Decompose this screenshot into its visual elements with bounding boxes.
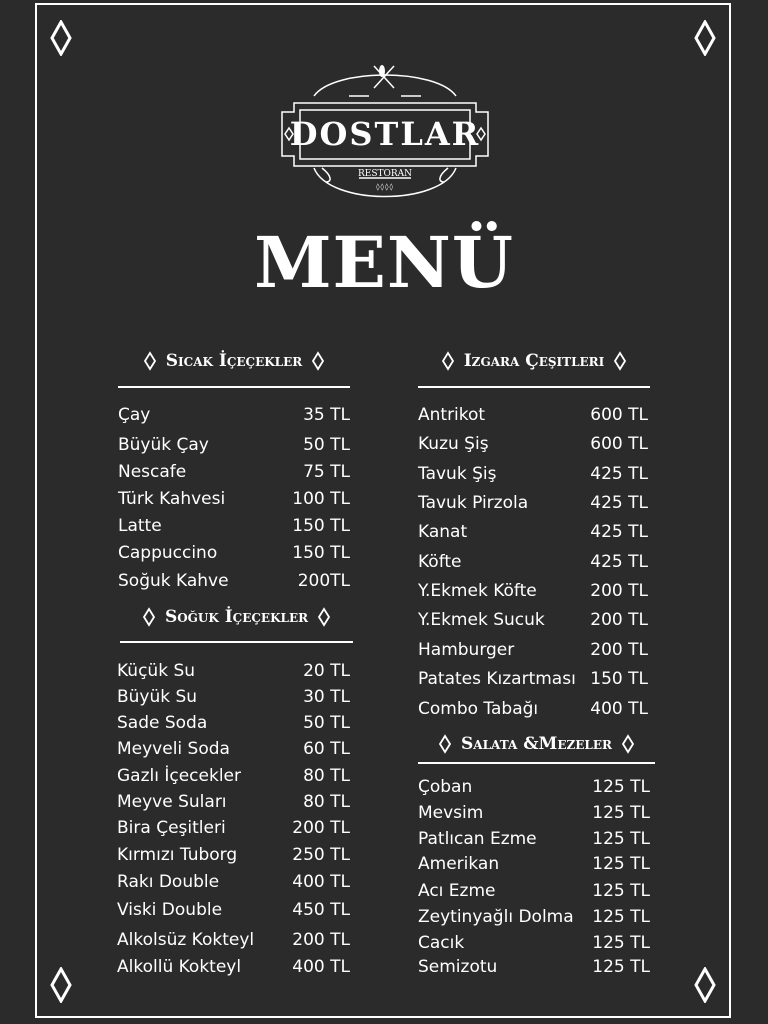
item-price: 200 TL	[292, 930, 350, 950]
diamond-icon	[614, 351, 626, 371]
item-name: Latte	[118, 516, 162, 536]
item-price: 80 TL	[303, 766, 350, 786]
item-name: Küçük Su	[117, 661, 196, 681]
item-name: Çoban	[418, 777, 473, 797]
item-price: 425 TL	[590, 493, 648, 513]
menu-item	[117, 928, 350, 952]
item-name: Nescafe	[118, 462, 187, 482]
section-title: Soğuk İçeçekler	[164, 607, 309, 627]
menu-item	[117, 843, 350, 867]
item-price: 150 TL	[292, 543, 350, 563]
item-price: 125 TL	[592, 829, 650, 849]
item-price: 200 TL	[292, 818, 350, 838]
item-price: 20 TL	[303, 661, 350, 681]
item-price: 200TL	[297, 571, 350, 591]
item-name: Semizotu	[418, 957, 498, 977]
menu-item	[418, 667, 648, 691]
diamond-icon	[439, 734, 451, 754]
menu-item	[418, 403, 648, 427]
item-name: Tavuk Pirzola	[418, 493, 529, 513]
menu-item	[117, 711, 350, 735]
item-price: 125 TL	[592, 907, 650, 927]
item-price: 150 TL	[590, 669, 648, 689]
menu-item	[418, 955, 650, 979]
item-price: 250 TL	[292, 845, 350, 865]
item-price: 50 TL	[303, 713, 350, 733]
corner-diamond-icon-top-right	[694, 20, 716, 56]
section-title: Salata &Mezeler	[461, 734, 612, 754]
item-name: Soğuk Kahve	[118, 571, 229, 591]
item-name: Patates Kızartması	[418, 669, 576, 689]
item-price: 200 TL	[590, 581, 648, 601]
item-price: 35 TL	[303, 405, 350, 425]
item-name: Kanat	[418, 522, 468, 542]
item-price: 425 TL	[590, 464, 648, 484]
restaurant-subtitle: RESTORAN	[357, 169, 413, 179]
item-name: Acı Ezme	[418, 881, 496, 901]
item-name: Alkollü Kokteyl	[117, 957, 242, 977]
item-name: Hamburger	[418, 640, 515, 660]
item-name: Gazlı İçecekler	[117, 766, 242, 786]
section-title: Sıcak İçeçekler	[165, 351, 303, 371]
item-name: Rakı Double	[117, 872, 220, 892]
section-heading-salata	[418, 731, 655, 757]
menu-item	[117, 659, 350, 683]
menu-item	[418, 801, 650, 825]
diamond-icon	[622, 734, 634, 754]
menu-item	[118, 403, 350, 427]
menu-item	[117, 790, 350, 814]
item-name: Türk Kahvesi	[118, 489, 226, 509]
item-name: Y.Ekmek Köfte	[418, 581, 537, 601]
menu-item	[418, 432, 648, 456]
menu-item	[418, 608, 648, 632]
item-price: 600 TL	[590, 434, 648, 454]
section-divider	[118, 386, 350, 388]
menu-item	[418, 852, 650, 876]
item-price: 425 TL	[590, 522, 648, 542]
item-price: 100 TL	[292, 489, 350, 509]
item-price: 60 TL	[303, 739, 350, 759]
corner-diamond-icon-top-left	[50, 20, 72, 56]
section-divider	[418, 762, 655, 764]
menu-item	[117, 764, 350, 788]
diamond-icon	[144, 351, 156, 371]
item-name: Kuzu Şiş	[418, 434, 489, 454]
corner-diamond-icon-bottom-right	[694, 967, 716, 1003]
logo-ornament-dots: ◊◊◊◊	[376, 183, 394, 191]
item-price: 50 TL	[303, 435, 350, 455]
menu-item	[418, 775, 650, 799]
menu-item	[418, 827, 650, 851]
item-price: 125 TL	[592, 933, 650, 953]
menu-item	[418, 550, 648, 574]
item-name: Zeytinyağlı Dolma	[418, 907, 574, 927]
menu-item	[117, 870, 350, 894]
menu-item	[418, 879, 650, 903]
item-name: Y.Ekmek Sucuk	[418, 610, 545, 630]
item-price: 425 TL	[590, 552, 648, 572]
item-name: Çay	[118, 405, 151, 425]
item-name: Bira Çeşitleri	[117, 818, 226, 838]
section-heading-izgara	[418, 348, 650, 374]
item-name: Amerikan	[418, 854, 500, 874]
item-price: 125 TL	[592, 957, 650, 977]
item-name: Cappuccino	[118, 543, 218, 563]
menu-item	[418, 520, 648, 544]
section-divider	[418, 386, 650, 388]
menu-item	[418, 905, 650, 929]
item-price: 400 TL	[590, 699, 648, 719]
menu-item	[418, 931, 650, 955]
section-title: Izgara Çeşitleri	[463, 351, 605, 371]
menu-item	[418, 579, 648, 603]
item-name: Sade Soda	[117, 713, 208, 733]
menu-item	[118, 569, 350, 593]
menu-item	[117, 955, 350, 979]
item-price: 80 TL	[303, 792, 350, 812]
item-price: 200 TL	[590, 610, 648, 630]
menu-item	[117, 685, 350, 709]
menu-item	[117, 898, 350, 922]
menu-item	[418, 697, 648, 721]
menu-title: MENÜ	[254, 221, 514, 304]
section-heading-soguk	[120, 604, 353, 630]
item-name: Meyve Suları	[117, 792, 227, 812]
item-name: Köfte	[418, 552, 462, 572]
item-price: 400 TL	[292, 872, 350, 892]
item-price: 150 TL	[292, 516, 350, 536]
menu-item	[118, 541, 350, 565]
menu-item	[118, 514, 350, 538]
item-name: Patlıcan Ezme	[418, 829, 537, 849]
diamond-icon	[143, 607, 155, 627]
menu-item	[118, 460, 350, 484]
diamond-icon	[442, 351, 454, 371]
restaurant-name: DOSTLAR	[289, 115, 481, 153]
menu-item	[118, 487, 350, 511]
item-name: Mevsim	[418, 803, 484, 823]
corner-diamond-icon-bottom-left	[50, 967, 72, 1003]
item-name: Combo Tabağı	[418, 699, 539, 719]
menu-item	[418, 638, 648, 662]
item-name: Tavuk Şiş	[418, 464, 497, 484]
menu-item	[418, 491, 648, 515]
item-name: Büyük Su	[117, 687, 198, 707]
item-price: 30 TL	[303, 687, 350, 707]
menu-item	[117, 737, 350, 761]
item-price: 450 TL	[292, 900, 350, 920]
item-price: 200 TL	[590, 640, 648, 660]
item-price: 125 TL	[592, 803, 650, 823]
item-price: 125 TL	[592, 777, 650, 797]
diamond-icon	[312, 351, 324, 371]
item-name: Meyveli Soda	[117, 739, 230, 759]
item-name: Büyük Çay	[118, 435, 209, 455]
item-name: Antrikot	[418, 405, 486, 425]
restaurant-logo	[274, 58, 496, 212]
item-name: Viski Double	[117, 900, 223, 920]
diamond-icon	[318, 607, 330, 627]
item-name: Alkolsüz Kokteyl	[117, 930, 255, 950]
menu-item	[118, 433, 350, 457]
item-price: 400 TL	[292, 957, 350, 977]
item-price: 600 TL	[590, 405, 648, 425]
menu-item	[117, 816, 350, 840]
menu-item	[418, 462, 648, 486]
section-heading-sicak	[118, 348, 350, 374]
item-name: Cacık	[418, 933, 465, 953]
item-price: 125 TL	[592, 881, 650, 901]
section-divider	[120, 641, 353, 643]
item-price: 75 TL	[303, 462, 350, 482]
item-name: Kırmızı Tuborg	[117, 845, 238, 865]
item-price: 125 TL	[592, 854, 650, 874]
